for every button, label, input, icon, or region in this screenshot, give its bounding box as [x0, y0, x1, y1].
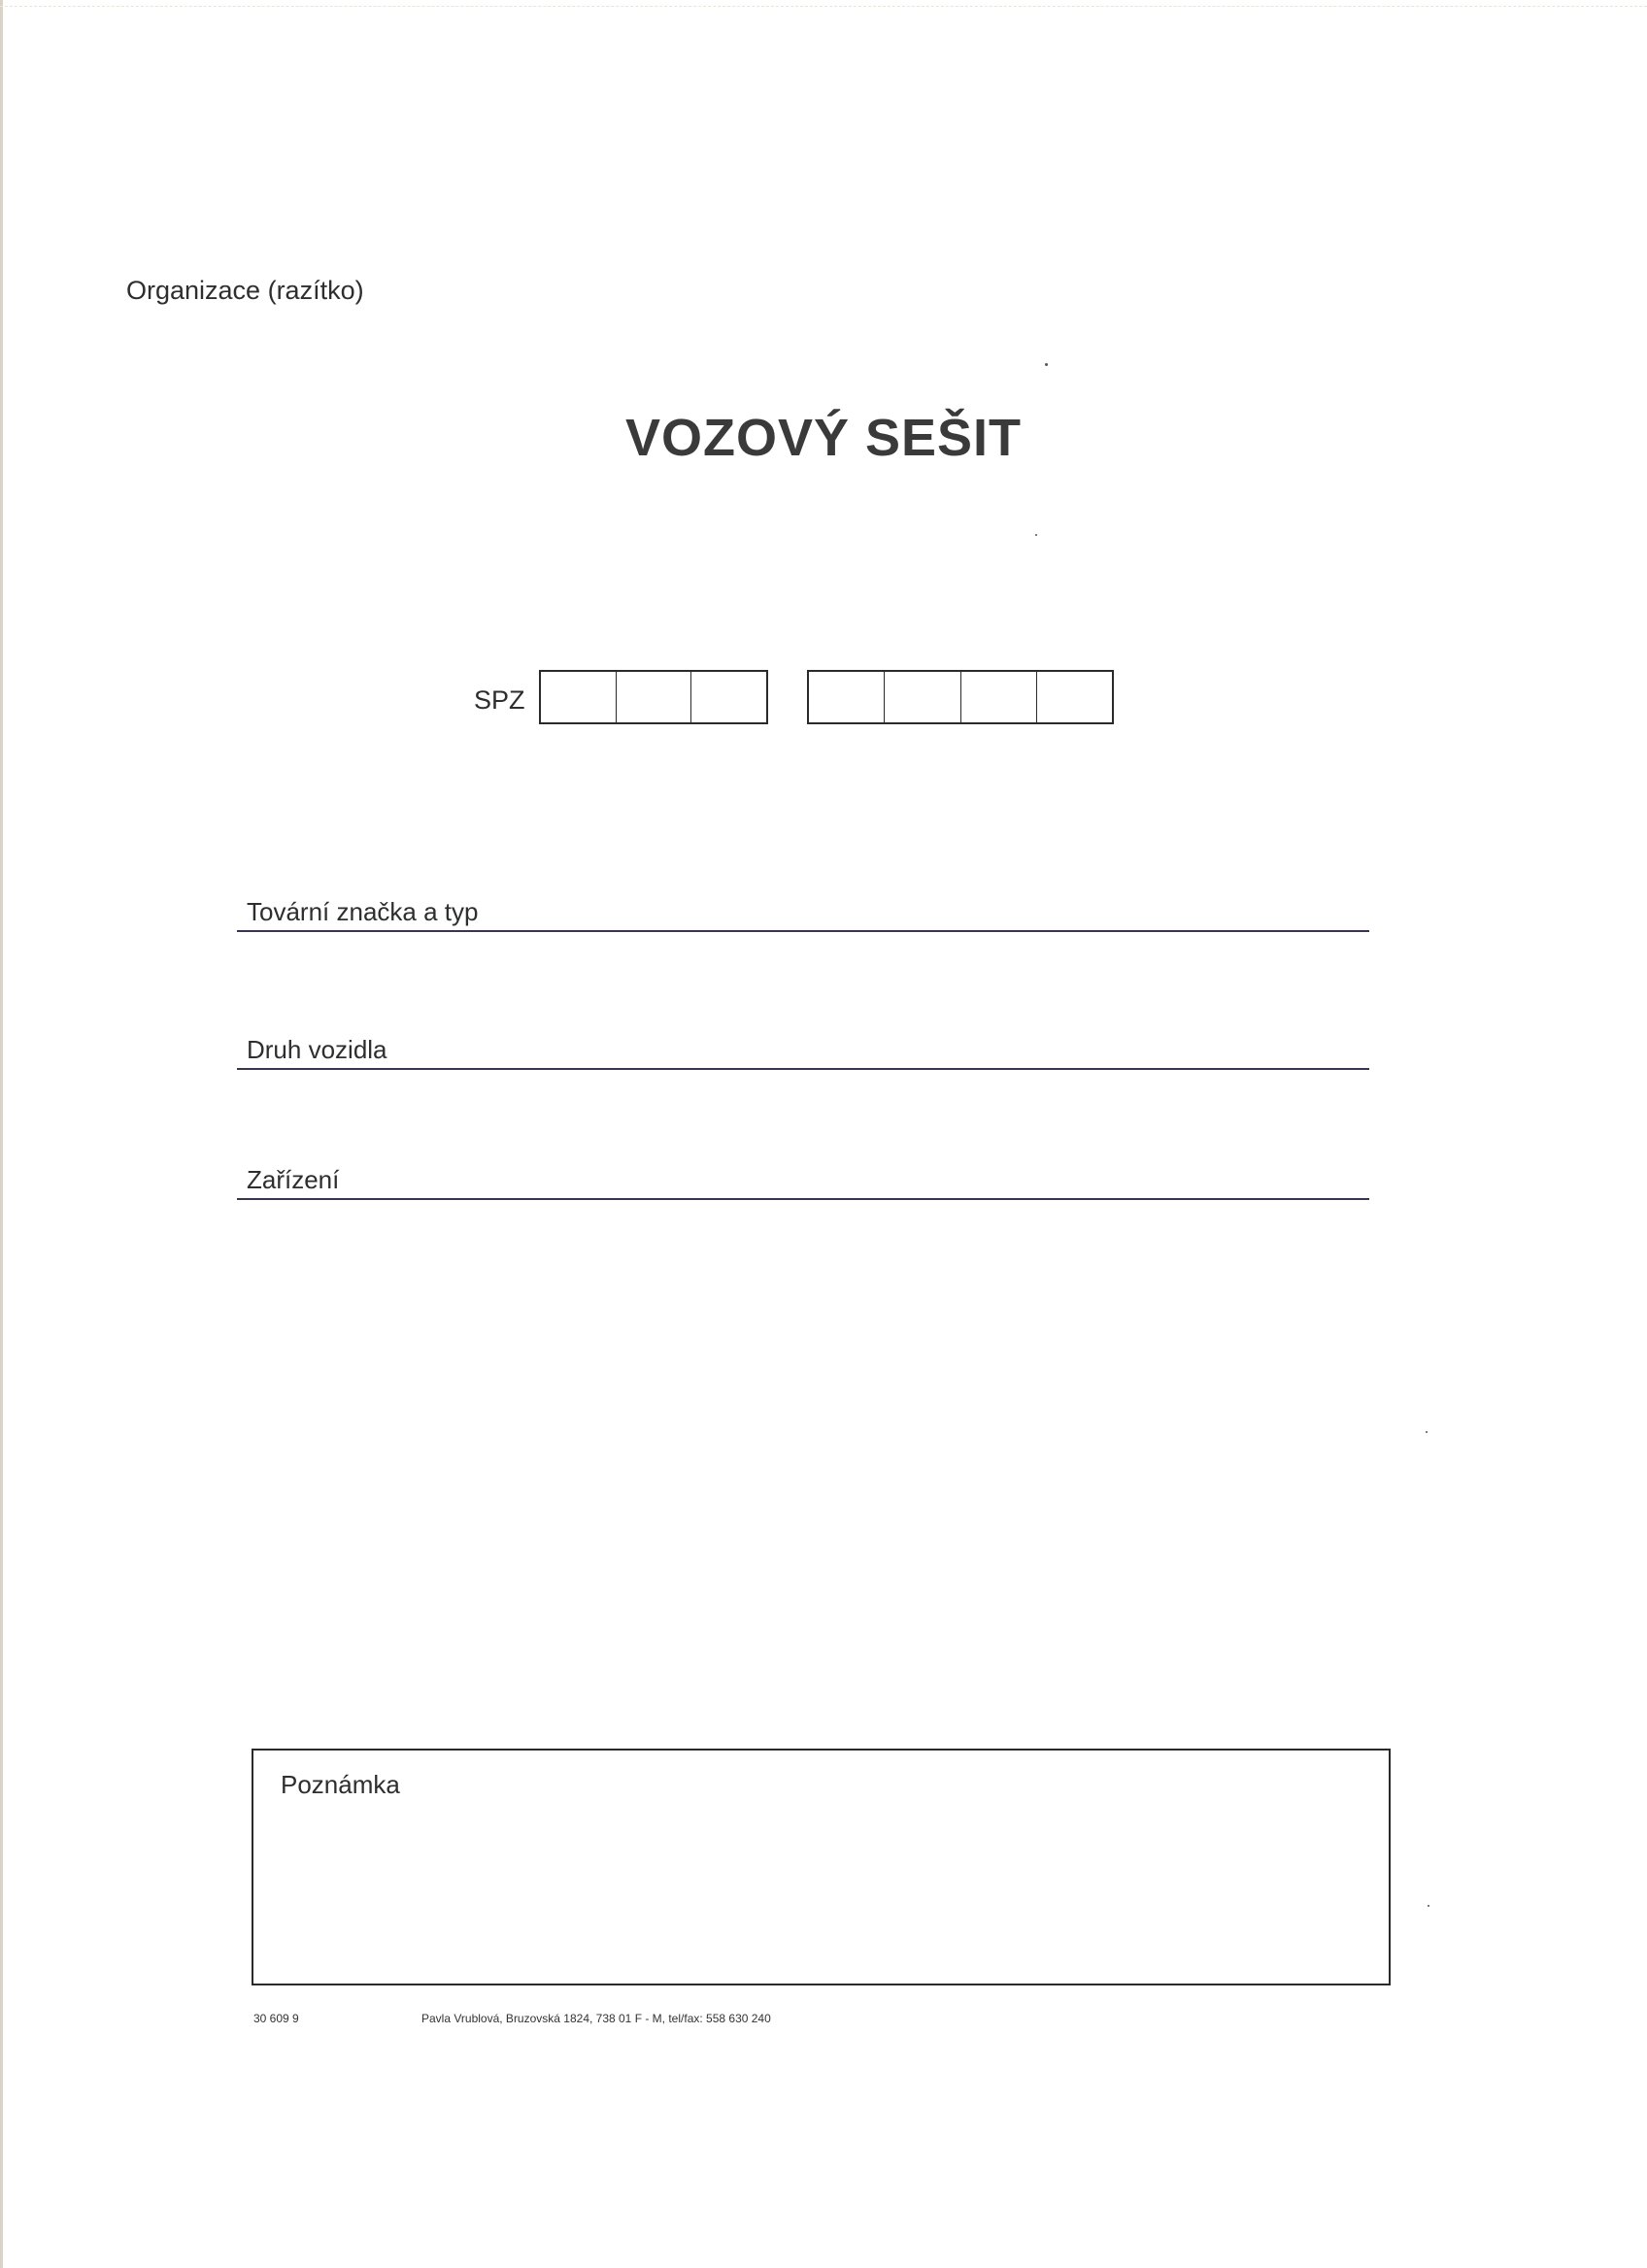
scan-speck	[1426, 1431, 1428, 1433]
spz-group-2	[807, 670, 1114, 724]
note-label: Poznámka	[281, 1770, 400, 1799]
form-code: 30 609 9	[253, 2012, 299, 2025]
document-title: VOZOVÝ SEŠIT	[624, 409, 1023, 467]
spz-label: SPZ	[474, 685, 525, 715]
spz-cell-4[interactable]	[809, 672, 885, 722]
scan-speck	[1428, 1905, 1429, 1907]
brand-type-label: Tovární značka a typ	[247, 897, 479, 926]
spz-cell-1[interactable]	[541, 672, 617, 722]
spz-group-1	[539, 670, 768, 724]
top-perforation	[0, 0, 1647, 7]
publisher-info: Pavla Vrublová, Bruzovská 1824, 738 01 F - M, tel/fax: 558 630 240	[421, 2012, 771, 2025]
vehicle-kind-label: Druh vozidla	[247, 1035, 387, 1064]
spz-cell-5[interactable]	[885, 672, 960, 722]
brand-type-field[interactable]	[237, 891, 1369, 932]
spz-cell-2[interactable]	[617, 672, 692, 722]
spz-cell-7[interactable]	[1037, 672, 1112, 722]
scan-speck	[1045, 363, 1048, 366]
equipment-field[interactable]	[237, 1159, 1369, 1200]
spz-cell-3[interactable]	[691, 672, 766, 722]
scan-speck	[1035, 534, 1037, 536]
vehicle-kind-field[interactable]	[237, 1029, 1369, 1070]
page-edge	[0, 0, 3, 2268]
spz-cell-6[interactable]	[961, 672, 1037, 722]
equipment-label: Zařízení	[247, 1165, 340, 1194]
organization-stamp-label: Organizace (razítko)	[126, 276, 364, 305]
note-box[interactable]	[252, 1749, 1391, 1985]
